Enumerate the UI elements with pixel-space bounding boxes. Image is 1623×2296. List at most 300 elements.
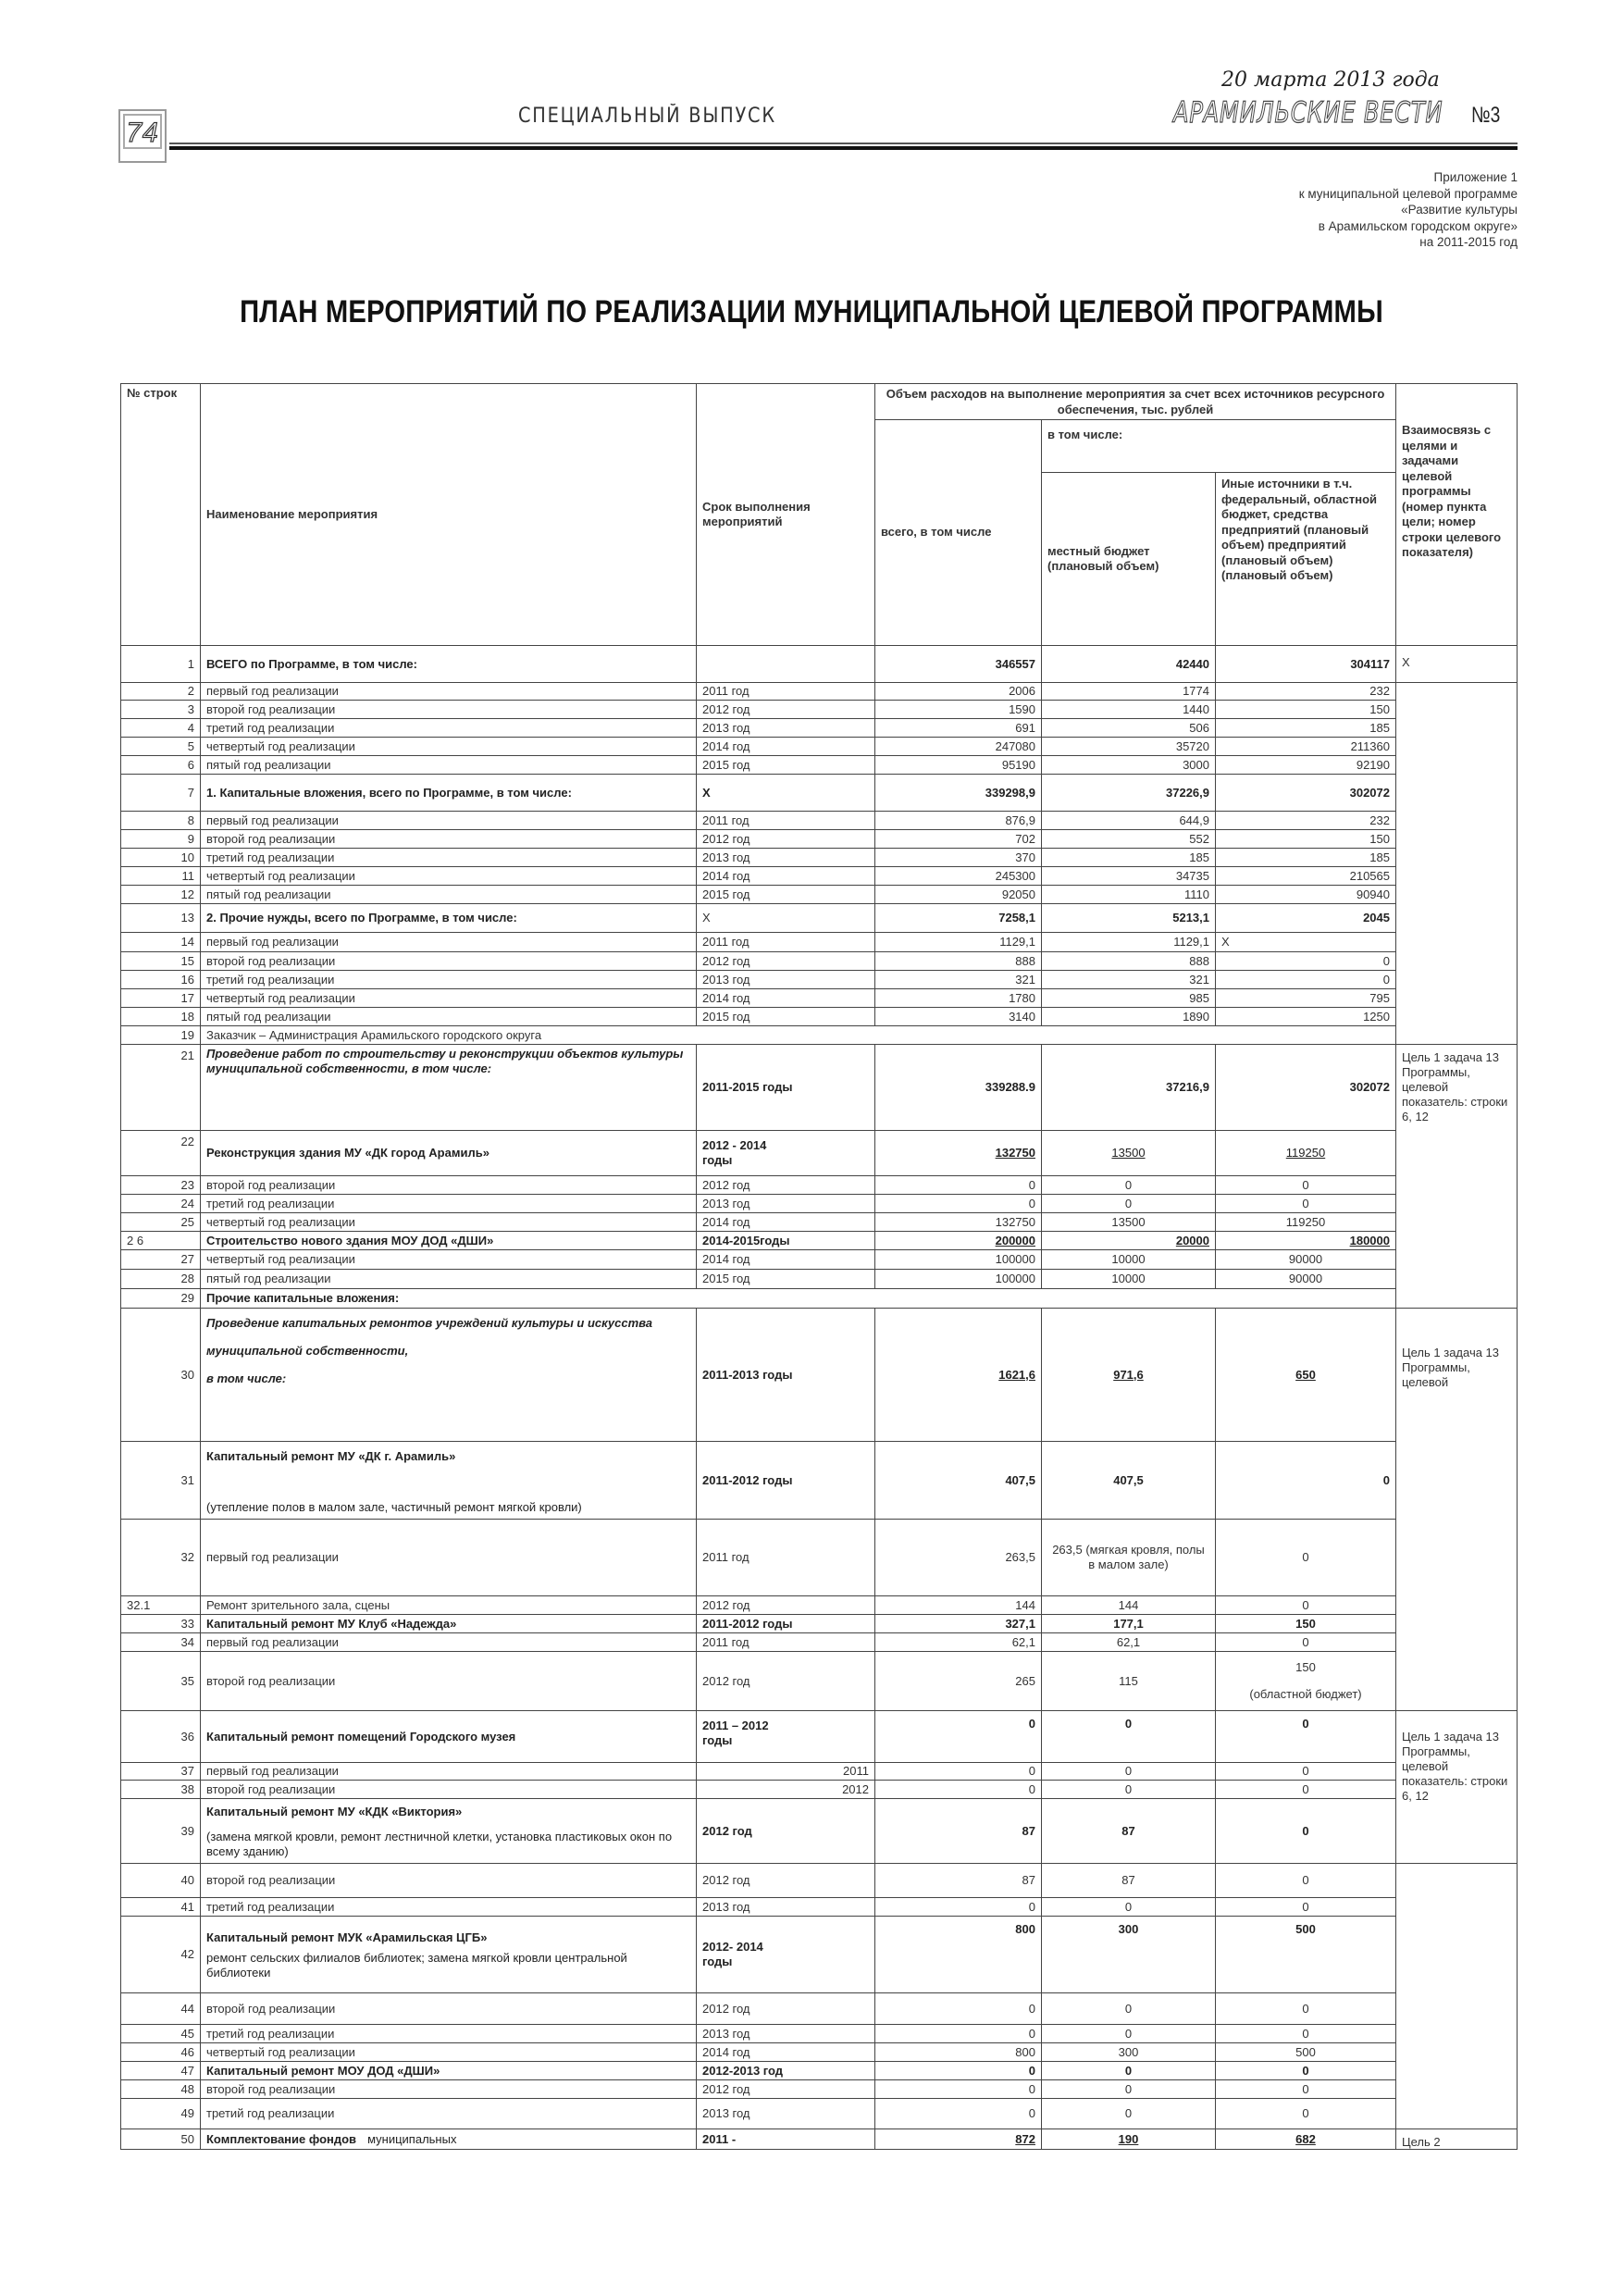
row-total-cell xyxy=(874,1863,1042,1898)
row-number-cell xyxy=(120,1212,201,1232)
row-other-value: 0 xyxy=(1302,1873,1309,1887)
row-term: 2011 год xyxy=(702,813,750,827)
row-local-cell xyxy=(1041,903,1216,933)
row-total-value: 0 xyxy=(1028,1196,1035,1210)
row-local-value: 190 xyxy=(1118,2131,1139,2146)
issue-date: 20 марта 2013 года xyxy=(1221,68,1440,92)
row-link-cell xyxy=(1395,682,1518,1045)
row-term-cell xyxy=(696,700,875,719)
row-term-cell xyxy=(696,1798,875,1864)
row-total-value: 0 xyxy=(1028,2026,1035,2041)
row-total-value: 0 xyxy=(1028,2081,1035,2096)
row-other-cell xyxy=(1215,1194,1396,1213)
row-name: Капитальный ремонт МУК «Арамильская ЦГБ» xyxy=(206,1930,488,1944)
row-number-cell xyxy=(120,1175,201,1195)
row-local-value: 0 xyxy=(1124,2081,1133,2096)
row-term-cell xyxy=(696,1231,875,1250)
row-term: 2012 год xyxy=(702,2001,750,2016)
section-title: СПЕЦИАЛЬНЫЙ ВЫПУСК xyxy=(518,105,776,128)
row-name: второй год реализации xyxy=(206,1673,336,1688)
row-name-cell xyxy=(200,774,697,812)
row-local-value: 321 xyxy=(1189,972,1209,987)
row-total-value: 691 xyxy=(1015,720,1035,735)
row-name: Заказчик – Администрация Арамильского городского округа xyxy=(206,1027,542,1042)
row-name: Ремонт зрительного зала, сцены xyxy=(206,1597,390,1612)
row-other-value: 185 xyxy=(1369,720,1390,735)
row-term-cell xyxy=(696,932,875,952)
row-term: 2011-2015 годы xyxy=(702,1080,793,1094)
row-name-note: (утепление полов в малом зале, частичный ремонт мягкой кровли) xyxy=(206,1500,582,1514)
row-term-cell xyxy=(696,811,875,830)
row-number: 36 xyxy=(180,1729,194,1744)
row-name: второй год реализации xyxy=(206,2001,336,2016)
row-local-value: 407,5 xyxy=(1113,1472,1144,1487)
row-total-value: 800 xyxy=(1015,1922,1035,1936)
row-number-cell xyxy=(120,700,201,719)
row-term: 2013 год xyxy=(702,720,750,735)
row-total-value: 245300 xyxy=(995,868,1035,883)
row-local-cell xyxy=(1041,1231,1216,1250)
header-total xyxy=(874,419,1042,646)
row-other-value: 0 xyxy=(1302,2063,1309,2078)
row-total-value: 0 xyxy=(1028,1717,1035,1731)
row-name-note: (замена мягкой кровли, ремонт лестничной клетки, установка пластиковых окон по всему зданию) xyxy=(206,1830,673,1858)
row-number-cell xyxy=(120,1194,201,1213)
row-total-cell xyxy=(874,1194,1042,1213)
row-name-note: муниципальных xyxy=(367,2131,457,2146)
header-name xyxy=(200,383,697,646)
row-name-cell xyxy=(200,951,697,971)
row-name-cell xyxy=(200,1175,697,1195)
row-local-value: 177,1 xyxy=(1113,1616,1144,1631)
row-other-value: 0 xyxy=(1302,1764,1309,1778)
header-num: № строк xyxy=(120,383,201,646)
row-name-cell xyxy=(200,932,697,952)
row-term: 2011 год xyxy=(702,684,750,698)
row-total-value: 0 xyxy=(1028,1177,1035,1192)
row-other-value: 180000 xyxy=(1349,1233,1390,1247)
row-term-cell xyxy=(696,718,875,738)
row-total-cell xyxy=(874,755,1042,775)
row-term-cell xyxy=(696,1762,875,1781)
row-other-value: 150 xyxy=(1295,1659,1316,1674)
row-name: второй год реализации xyxy=(206,1781,336,1796)
row-term: 2011-2012 годы xyxy=(702,1472,793,1487)
row-other-cell xyxy=(1215,1249,1396,1270)
row-term: 2012 год xyxy=(702,701,750,716)
row-other-cell xyxy=(1215,1798,1396,1864)
row-number-cell xyxy=(120,1710,201,1763)
row-local-cell xyxy=(1041,1308,1216,1442)
row-number: 30 xyxy=(180,1367,194,1382)
row-number: 32 xyxy=(180,1550,194,1564)
row-term: 2011 год xyxy=(702,935,750,949)
row-term-cell xyxy=(696,866,875,886)
row-name: четвертый год реализации xyxy=(206,1252,355,1266)
row-term-cell xyxy=(696,1441,875,1520)
row-local-value: 300 xyxy=(1118,2044,1139,2059)
row-local-cell xyxy=(1041,1992,1216,2025)
row-number-cell xyxy=(120,1288,201,1309)
row-total-value: 132750 xyxy=(995,1146,1035,1160)
row-term-cell xyxy=(696,1710,875,1763)
issue-number: №3 xyxy=(1471,103,1501,128)
row-term-cell xyxy=(696,1194,875,1213)
row-total-value: 0 xyxy=(1028,1899,1035,1914)
row-number: 38 xyxy=(180,1781,194,1796)
row-local-value: 0 xyxy=(1124,1781,1133,1796)
row-other-value: 185 xyxy=(1369,850,1390,864)
row-local-cell xyxy=(1041,1519,1216,1596)
appendix-line: в Арамильском городском округе» xyxy=(1318,218,1518,233)
row-name: Реконструкция здания МУ «ДК город Арамиль» xyxy=(206,1146,489,1160)
row-term-cell xyxy=(696,885,875,904)
row-other-cell xyxy=(1215,2024,1396,2043)
row-other-cell xyxy=(1215,2042,1396,2062)
row-name-cell xyxy=(200,1595,697,1615)
row-name-cell xyxy=(200,1863,697,1898)
header-term xyxy=(696,383,875,646)
row-total-value: 200000 xyxy=(995,1233,1035,1247)
row-total-cell xyxy=(874,1044,1042,1131)
row-total-value: 702 xyxy=(1015,831,1035,846)
row-name-cell xyxy=(200,885,697,904)
page-number-box xyxy=(118,109,167,163)
header-including: в том числе: xyxy=(1041,419,1396,473)
row-total-cell xyxy=(874,951,1042,971)
row-local-cell xyxy=(1041,811,1216,830)
appendix-line: к муниципальной целевой программе xyxy=(1298,186,1518,201)
row-local-value: 10000 xyxy=(1111,1272,1146,1285)
row-term: 2013 год xyxy=(702,850,750,864)
row-number: 46 xyxy=(180,2044,194,2059)
row-other-cell xyxy=(1215,1710,1396,1763)
row-local-value: 0 xyxy=(1124,1764,1133,1778)
row-name-cell xyxy=(200,1130,697,1176)
row-name-cell xyxy=(200,682,697,701)
row-number: 10 xyxy=(180,850,194,864)
row-term: X xyxy=(702,911,711,925)
row-term: 2015 год xyxy=(702,757,750,772)
row-total-cell xyxy=(874,1130,1042,1176)
row-number-cell xyxy=(120,2079,201,2099)
row-other-value: 92190 xyxy=(1356,757,1390,772)
row-name: второй год реализации xyxy=(206,1177,336,1192)
row-local-value: 1774 xyxy=(1183,684,1209,698)
row-other-cell xyxy=(1215,1632,1396,1652)
row-number-cell xyxy=(120,1519,201,1596)
row-name: третий год реализации xyxy=(206,1196,335,1210)
row-total-value: 888 xyxy=(1015,953,1035,968)
row-total-cell xyxy=(874,932,1042,952)
row-other-value: 211360 xyxy=(1350,738,1390,753)
row-local-cell xyxy=(1041,1249,1216,1270)
row-name: Прочие капитальные вложения: xyxy=(206,1291,400,1305)
row-local-cell xyxy=(1041,2024,1216,2043)
row-name-cell xyxy=(200,848,697,867)
row-total-value: 872 xyxy=(1015,2131,1035,2146)
row-local-value: 20000 xyxy=(1175,1233,1209,1247)
row-total-value: 0 xyxy=(1028,2063,1035,2078)
row-local-value: 1110 xyxy=(1184,887,1209,901)
row-local-value: 888 xyxy=(1189,953,1209,968)
row-number-cell xyxy=(120,811,201,830)
row-local-cell xyxy=(1041,737,1216,756)
row-number-cell xyxy=(120,829,201,849)
row-term: 2012 год xyxy=(702,1177,750,1192)
row-name-cell xyxy=(200,1614,697,1633)
row-total-cell xyxy=(874,774,1042,812)
row-number-cell xyxy=(120,1632,201,1652)
row-name-cell xyxy=(200,1308,697,1442)
row-local-cell xyxy=(1041,1130,1216,1176)
row-total-value: 1621,6 xyxy=(998,1367,1035,1382)
row-total-value: 100000 xyxy=(995,1252,1035,1266)
row-local-cell xyxy=(1041,932,1216,952)
row-local-value: 644,9 xyxy=(1179,813,1209,827)
row-other-cell xyxy=(1215,2079,1396,2099)
row-number: 16 xyxy=(180,972,194,987)
row-name: пятый год реализации xyxy=(206,757,331,772)
row-local-cell xyxy=(1041,774,1216,812)
row-number: 13 xyxy=(180,911,194,925)
row-name: четвертый год реализации xyxy=(206,738,355,753)
row-name: первый год реализации xyxy=(206,684,339,698)
row-number: 48 xyxy=(180,2081,194,2096)
row-other-cell xyxy=(1215,1595,1396,1615)
row-name-cell xyxy=(200,1710,697,1763)
row-local-value: 0 xyxy=(1124,1717,1133,1731)
row-total-cell xyxy=(874,718,1042,738)
row-number: 15 xyxy=(180,953,194,968)
row-number: 7 xyxy=(187,785,194,800)
row-name: второй год реализации xyxy=(206,1873,336,1887)
row-number: 2 6 xyxy=(127,1233,144,1247)
row-term-cell xyxy=(696,988,875,1008)
row-term: 2012 год xyxy=(702,1597,750,1612)
row-name: первый год реализации xyxy=(206,935,339,949)
row-name-cell xyxy=(200,1231,697,1250)
row-other-cell xyxy=(1215,1916,1396,1993)
row-link-cell xyxy=(1395,1308,1518,1711)
row-term-cell xyxy=(696,970,875,989)
row-name: пятый год реализации xyxy=(206,1009,331,1024)
row-number: 34 xyxy=(180,1634,194,1649)
row-other-value: 650 xyxy=(1295,1367,1316,1382)
row-number-cell xyxy=(120,1441,201,1520)
row-number: 8 xyxy=(187,813,194,827)
row-total-cell xyxy=(874,1780,1042,1799)
row-other-cell xyxy=(1215,1269,1396,1289)
row-total-cell xyxy=(874,848,1042,867)
row-number: 41 xyxy=(180,1899,194,1914)
row-local-cell xyxy=(1041,1710,1216,1763)
row-other-cell xyxy=(1215,1130,1396,1176)
row-other-cell xyxy=(1215,1044,1396,1131)
row-name: четвертый год реализации xyxy=(206,2044,355,2059)
row-total-value: 2006 xyxy=(1009,684,1035,698)
row-number-cell xyxy=(120,1044,201,1131)
row-local-cell xyxy=(1041,718,1216,738)
row-other-cell xyxy=(1215,829,1396,849)
row-number: 12 xyxy=(180,887,194,901)
row-local-cell xyxy=(1041,2079,1216,2099)
row-term: 2013 год xyxy=(702,2026,750,2041)
row-total-cell xyxy=(874,1308,1042,1442)
row-term-cell xyxy=(696,829,875,849)
row-total-cell xyxy=(874,645,1042,683)
header-volume: Объем расходов на выполнение мероприятия за счет всех источников ресурсного обеспечения, тыс. рублей xyxy=(874,383,1396,420)
row-local-value: 0 xyxy=(1124,2106,1133,2120)
row-other-value: 119250 xyxy=(1285,1214,1326,1229)
row-total-value: 92050 xyxy=(1001,887,1035,901)
row-total-value: 0 xyxy=(1028,2106,1035,2120)
row-local-value: 971,6 xyxy=(1113,1367,1144,1382)
row-number: 23 xyxy=(180,1177,194,1192)
row-other-cell xyxy=(1215,737,1396,756)
row-local-value: 0 xyxy=(1124,1177,1133,1192)
row-name-cell xyxy=(200,970,697,989)
row-number: 11 xyxy=(181,868,194,883)
row-number: 44 xyxy=(180,2001,194,2016)
row-name: Капитальный ремонт МУ «КДК «Виктория» xyxy=(206,1805,463,1818)
row-name-cell xyxy=(200,645,697,683)
row-local-cell xyxy=(1041,988,1216,1008)
row-term: 2012 - 2014 годы xyxy=(702,1138,767,1167)
row-name: пятый год реализации xyxy=(206,1272,331,1285)
row-total-value: 321 xyxy=(1015,972,1035,987)
row-name-cell xyxy=(200,1194,697,1213)
row-other-cell xyxy=(1215,1992,1396,2025)
row-other-value: 119250 xyxy=(1285,1146,1326,1160)
row-total-cell xyxy=(874,1519,1042,1596)
row-number: 42 xyxy=(180,1947,194,1961)
row-name: первый год реализации xyxy=(206,813,339,827)
row-local-value: 13500 xyxy=(1111,1146,1146,1160)
row-other-value: 90000 xyxy=(1288,1272,1323,1285)
row-term: 2012 год xyxy=(702,2081,750,2096)
row-number-cell xyxy=(120,866,201,886)
row-other-cell xyxy=(1215,682,1396,701)
row-name-cell xyxy=(200,1519,697,1596)
row-number: 25 xyxy=(180,1214,194,1229)
row-name-cell xyxy=(200,1762,697,1781)
row-other-cell xyxy=(1215,1441,1396,1520)
row-total-value: 62,1 xyxy=(1011,1634,1035,1649)
row-local-cell xyxy=(1041,885,1216,904)
appendix-line: «Развитие культуры xyxy=(1401,203,1518,217)
row-term-cell xyxy=(696,1007,875,1026)
row-term-cell xyxy=(696,1269,875,1289)
row-number-cell xyxy=(120,755,201,775)
row-number: 18 xyxy=(180,1009,194,1024)
row-total-cell xyxy=(874,1175,1042,1195)
row-term-cell xyxy=(696,1308,875,1442)
row-total-cell xyxy=(874,1595,1042,1615)
row-total-value: 339288.9 xyxy=(985,1080,1035,1094)
row-total-cell xyxy=(874,1441,1042,1520)
row-local-cell xyxy=(1041,1762,1216,1781)
row-term: 2012 год xyxy=(702,831,750,846)
row-local-cell xyxy=(1041,1897,1216,1917)
row-number-cell xyxy=(120,1231,201,1250)
row-total-value: 0 xyxy=(1028,1764,1035,1778)
row-local-cell xyxy=(1041,1632,1216,1652)
row-term: 2013 год xyxy=(702,1196,750,1210)
row-other-value: 0 xyxy=(1302,2026,1309,2041)
row-local-value: 300 xyxy=(1118,1922,1139,1936)
row-number: 37 xyxy=(180,1764,194,1778)
row-number: 33 xyxy=(180,1616,194,1631)
row-link-cell xyxy=(1395,2128,1518,2150)
row-term-cell xyxy=(696,737,875,756)
row-total-value: 876,9 xyxy=(1005,813,1035,827)
row-number: 17 xyxy=(180,990,194,1005)
row-local-cell xyxy=(1041,1269,1216,1289)
row-number-cell xyxy=(120,885,201,904)
row-local-value: 10000 xyxy=(1111,1252,1146,1266)
row-local-value: 552 xyxy=(1189,831,1209,846)
row-name-cell xyxy=(200,718,697,738)
row-term-cell xyxy=(696,2024,875,2043)
row-number: 45 xyxy=(180,2026,194,2041)
row-name: второй год реализации xyxy=(206,953,336,968)
row-name: четвертый год реализации xyxy=(206,990,355,1005)
row-number: 2 xyxy=(187,684,194,698)
row-name-cell xyxy=(200,1025,1396,1045)
row-name: третий год реализации xyxy=(206,2106,335,2120)
row-link-cell xyxy=(1395,645,1518,683)
row-other-value: 0 xyxy=(1382,1472,1390,1487)
row-name: 1. Капитальные вложения, всего по Программе, в том числе: xyxy=(206,785,572,800)
row-local-value: 87 xyxy=(1121,1873,1135,1887)
row-term-cell xyxy=(696,1632,875,1652)
newspaper-logo: АРАМИЛЬСКИЕ ВЕСТИ xyxy=(1173,96,1443,130)
row-other-value: 90000 xyxy=(1288,1252,1323,1266)
row-local-cell xyxy=(1041,700,1216,719)
row-name: первый год реализации xyxy=(206,1634,339,1649)
row-term: 2014 год xyxy=(702,868,750,883)
row-term-cell xyxy=(696,1651,875,1711)
row-other-value: 0 xyxy=(1302,1196,1309,1210)
row-other-cell xyxy=(1215,951,1396,971)
row-other-cell xyxy=(1215,848,1396,867)
row-name-cell xyxy=(200,1007,697,1026)
row-term: 2014 год xyxy=(702,1214,750,1229)
row-term: 2014-2015годы xyxy=(702,1233,790,1247)
row-term: 2012- 2014 годы xyxy=(702,1940,763,1968)
row-name: третий год реализации xyxy=(206,2026,335,2041)
row-local-value: 37226,9 xyxy=(1166,785,1209,800)
row-name-line: муниципальной собственности, xyxy=(206,1344,409,1358)
row-other-cell xyxy=(1215,1519,1396,1596)
row-term-cell xyxy=(696,1863,875,1898)
row-number-cell xyxy=(120,1897,201,1917)
row-link-text: Цель 1 задача 13 Программы, целевой показатель: строки 6, 12 xyxy=(1402,1050,1508,1123)
row-name: третий год реализации xyxy=(206,850,335,864)
row-total-cell xyxy=(874,1992,1042,2025)
row-total-value: 3140 xyxy=(1009,1009,1035,1024)
row-total-cell xyxy=(874,1212,1042,1232)
row-local-cell xyxy=(1041,1614,1216,1633)
row-term-cell xyxy=(696,2098,875,2129)
row-number: 9 xyxy=(187,831,194,846)
page-number: 74 xyxy=(126,118,159,148)
row-name-note: ремонт сельских филиалов библиотек; замена мягкой кровли центральной библиотеки xyxy=(206,1951,627,1980)
row-other-cell xyxy=(1215,1762,1396,1781)
row-number-cell xyxy=(120,1025,201,1045)
row-local-cell xyxy=(1041,1441,1216,1520)
